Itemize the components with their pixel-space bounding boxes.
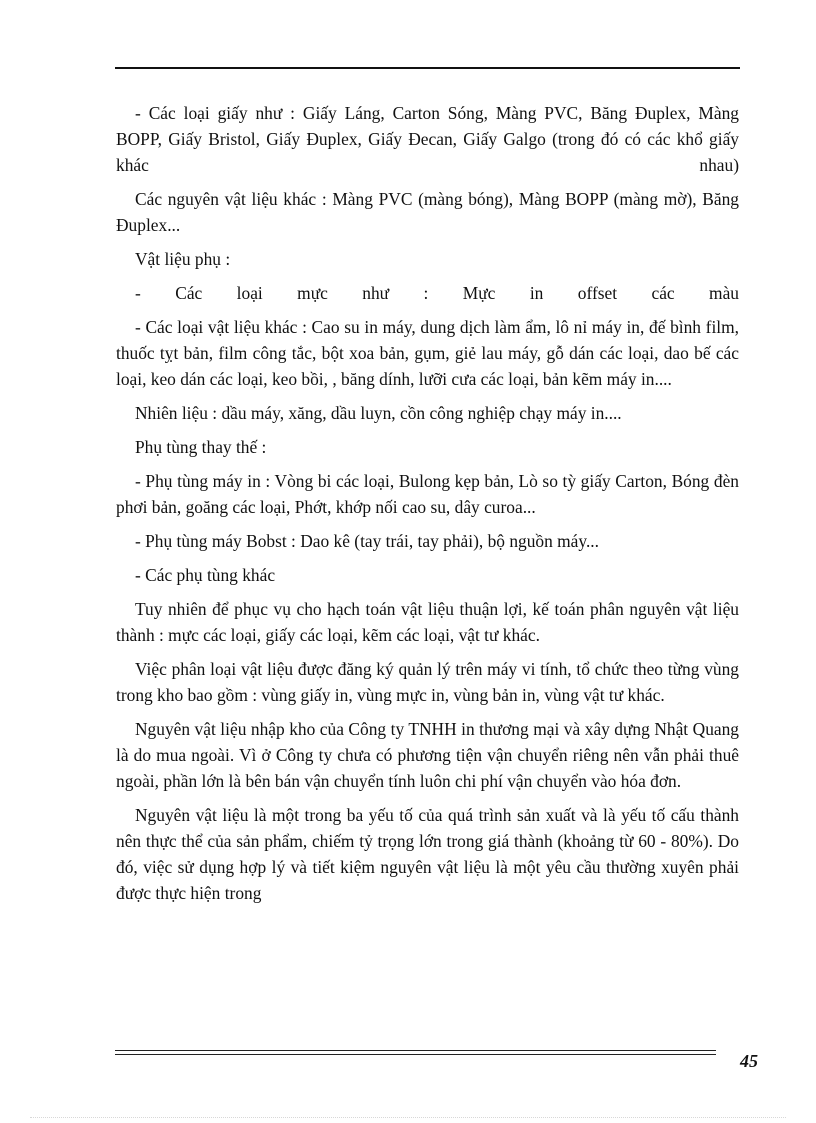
paragraph-spare-parts-heading: Phụ tùng thay thế : bbox=[135, 437, 267, 457]
paragraph-purchasing: Nguyên vật liệu nhập kho của Công ty TNHH in thương mại và xây dựng Nhật Quang là do mua ngoài. Vì ở Công ty chưa có phương tiện vận chuyển riêng nên vẫn phải thuê ngoài, phần lớn là bên bán vận chuyển tính luôn chi phí vận chuyển vào hóa đơn. bbox=[116, 719, 739, 791]
body-text bbox=[116, 100, 739, 914]
page-number: 45 bbox=[740, 1051, 758, 1071]
paragraph-fuel: Nhiên liệu : dầu máy, xăng, dầu luyn, cồn công nghiệp chạy máy in.... bbox=[135, 403, 622, 423]
paragraph-accounting-classification: Tuy nhiên để phục vụ cho hạch toán vật liệu thuận lợi, kế toán phân nguyên vật liệu thành : mực các loại, giấy các loại, kẽm các loại, vật tư khác. bbox=[116, 599, 739, 645]
paragraph-printer-parts: - Phụ tùng máy in : Vòng bi các loại, Bulong kẹp bản, Lò so tỳ giấy Carton, Bóng đèn phơi bản, goăng các loại, Phớt, khớp nối cao su, dây curoa... bbox=[116, 471, 739, 517]
paragraph-cost-share: Nguyên vật liệu là một trong ba yếu tố của quá trình sản xuất và là yếu tố cấu thành nên thực thể của sản phẩm, chiếm tỷ trọng lớn trong giá thành (khoảng từ 60 - 80%). Do đó, việc sử dụng hợp lý và tiết kiệm nguyên vật liệu là một yêu cầu thường xuyên phải được thực hiện trong bbox=[116, 805, 739, 903]
header-rule bbox=[115, 67, 740, 69]
paragraph-bobst-parts: - Phụ tùng máy Bobst : Dao kê (tay trái, tay phải), bộ nguồn máy... bbox=[135, 531, 599, 551]
paragraph-other-parts: - Các phụ tùng khác bbox=[135, 565, 276, 585]
paragraph-ink-types: - Các loại mực như : Mực in offset các màu bbox=[135, 283, 739, 303]
footer-dotted-line bbox=[30, 1117, 786, 1118]
footer-rule bbox=[115, 1050, 716, 1055]
paragraph-other-materials: Các nguyên vật liệu khác : Màng PVC (màng bóng), Màng BOPP (màng mờ), Băng Đuplex... bbox=[116, 189, 739, 235]
paragraph-warehouse-zones: Việc phân loại vật liệu được đăng ký quản lý trên máy vi tính, tổ chức theo từng vùng trong kho bao gồm : vùng giấy in, vùng mực in, vùng bản in, vùng vật tư khác. bbox=[116, 659, 739, 705]
paragraph-other-supplies: - Các loại vật liệu khác : Cao su in máy, dung dịch làm ẩm, lô nỉ máy in, đế bình film, thuốc tỵt bản, film công tắc, bột xoa bản, gụm, giẻ lau máy, gỗ dán các loại, dao bế các loại, keo dán các loại, keo bồi, , băng dính, lưỡi cưa các loại, bản kẽm máy in.... bbox=[116, 317, 739, 389]
paragraph-paper-types: - Các loại giấy như : Giấy Láng, Carton Sóng, Màng PVC, Băng Đuplex, Màng BOPP, Giấy Bristol, Giấy Đuplex, Giấy Đecan, Giấy Galgo (trong đó có các khổ giấy khác nhau) bbox=[116, 103, 739, 175]
paragraph-auxiliary-heading: Vật liệu phụ : bbox=[135, 249, 231, 269]
